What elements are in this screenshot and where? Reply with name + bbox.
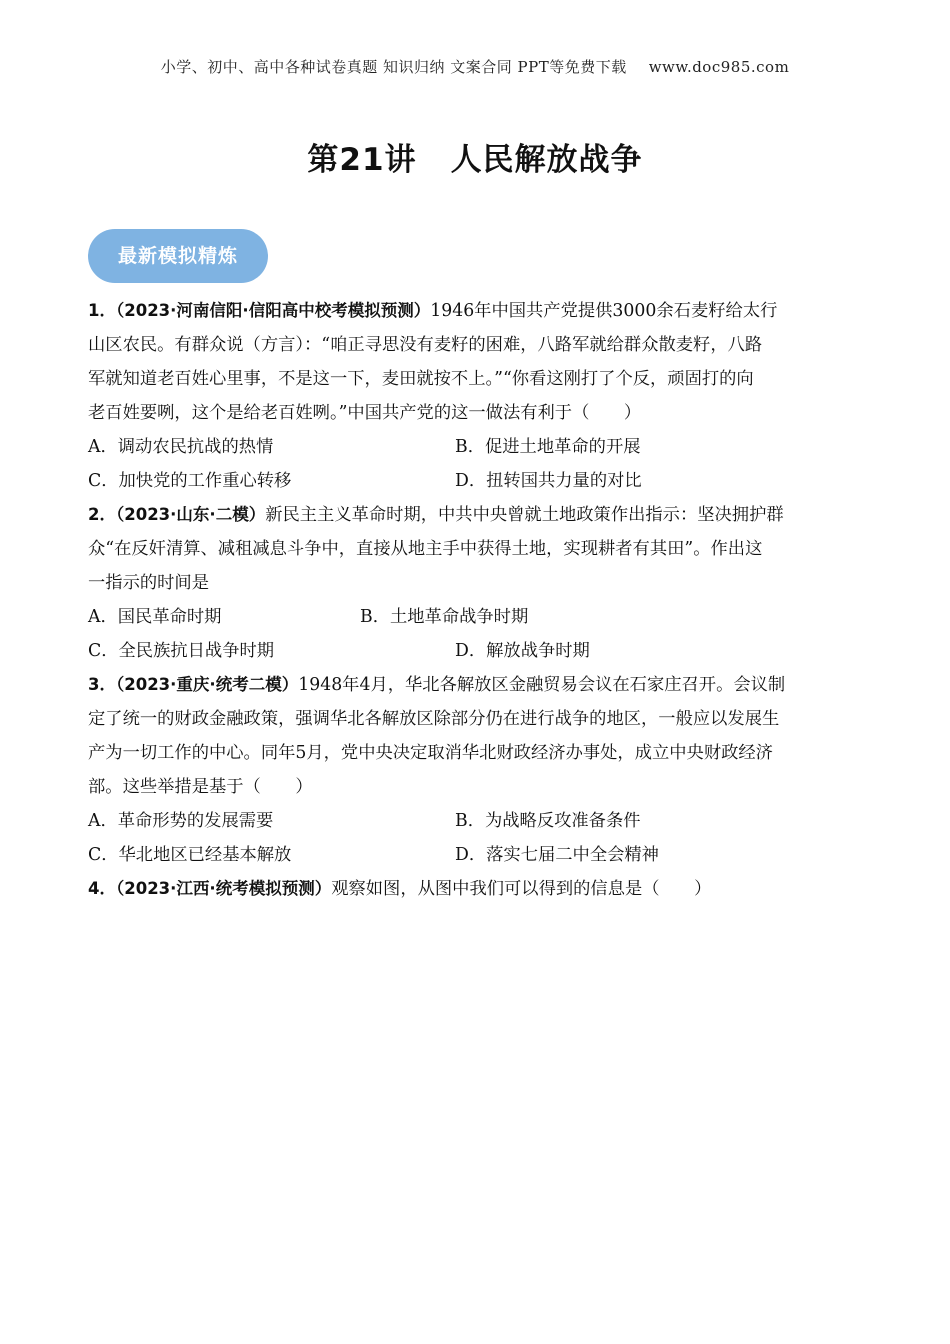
option-d[interactable]: D．落实七届二中全会精神 bbox=[455, 845, 659, 865]
question-text: 1948年4月，华北各解放区金融贸易会议在石家庄召开。会议制 bbox=[298, 675, 786, 695]
option-a[interactable]: A．革命形势的发展需要 bbox=[88, 811, 274, 831]
options-row bbox=[88, 600, 858, 634]
page-title bbox=[0, 134, 950, 179]
options-row bbox=[88, 838, 858, 872]
option-a[interactable]: A．调动农民抗战的热情 bbox=[88, 437, 274, 457]
question-text: 1946年中国共产党提供3000余石麦籽给太行 bbox=[430, 301, 778, 321]
title-topic: 人民解放战争 bbox=[450, 142, 643, 178]
question-source: （2023·山东·二模） bbox=[115, 505, 266, 524]
option-b[interactable]: B．土地革命战争时期 bbox=[360, 607, 529, 627]
question-list bbox=[88, 294, 858, 906]
question-text-line: 部。这些举措是基于（ ） bbox=[88, 777, 313, 797]
question-source: （2023·重庆·统考二模） bbox=[115, 675, 299, 694]
question-text-line: 产为一切工作的中心。同年5月，党中央决定取消华北财政经济办事处，成立中央财政经济 bbox=[88, 743, 773, 763]
question-3 bbox=[88, 668, 858, 872]
question-number: 2． bbox=[88, 505, 116, 524]
option-c[interactable]: C．加快党的工作重心转移 bbox=[88, 471, 292, 491]
title-lecture: 第21讲 bbox=[307, 142, 417, 178]
question-text: 新民主主义革命时期，中共中央曾就土地政策作出指示：坚决拥护群 bbox=[265, 505, 784, 525]
section-badge: 最新模拟精炼 bbox=[88, 229, 268, 283]
question-text-line: 军就知道老百姓心里事，不是这一下，麦田就按不上。”“你看这刚打了个反，顽固打的向 bbox=[88, 369, 754, 389]
options-row bbox=[88, 464, 858, 498]
question-4 bbox=[88, 872, 858, 906]
question-text-line: 众“在反奸清算、减租减息斗争中，直接从地主手中获得土地，实现耕者有其田”。作出这 bbox=[88, 539, 763, 559]
question-stem-line bbox=[88, 294, 858, 328]
header-site-url[interactable]: www.doc985.com bbox=[648, 58, 790, 76]
option-c[interactable]: C．全民族抗日战争时期 bbox=[88, 641, 275, 661]
option-c[interactable]: C．华北地区已经基本解放 bbox=[88, 845, 292, 865]
question-1 bbox=[88, 294, 858, 498]
option-d[interactable]: D．扭转国共力量的对比 bbox=[455, 471, 642, 491]
options-row bbox=[88, 634, 858, 668]
option-b[interactable]: B．为战略反攻准备条件 bbox=[455, 811, 641, 831]
question-number: 4． bbox=[88, 879, 116, 898]
option-d[interactable]: D．解放战争时期 bbox=[455, 641, 590, 661]
question-2 bbox=[88, 498, 858, 668]
options-row bbox=[88, 430, 858, 464]
option-a[interactable]: A．国民革命时期 bbox=[88, 607, 222, 627]
question-text-line: 定了统一的财政金融政策，强调华北各解放区除部分仍在进行战争的地区，一般应以发展生 bbox=[88, 709, 780, 729]
question-number: 1． bbox=[88, 301, 116, 320]
question-text-line: 一指示的时间是 bbox=[88, 573, 209, 593]
header-tagline: 小学、初中、高中各种试卷真题 知识归纳 文案合同 PPT等免费下载 bbox=[160, 58, 627, 76]
options-row bbox=[88, 804, 858, 838]
question-text-line: 老百姓要咧，这个是给老百姓咧。”中国共产党的这一做法有利于（ ） bbox=[88, 403, 642, 423]
option-b[interactable]: B．促进土地革命的开展 bbox=[455, 437, 641, 457]
question-text-line: 山区农民。有群众说（方言）：“咱正寻思没有麦籽的困难，八路军就给群众散麦籽，八路 bbox=[88, 335, 763, 355]
question-source: （2023·河南信阳·信阳高中校考模拟预测） bbox=[115, 301, 431, 320]
question-stem-line bbox=[88, 498, 858, 532]
question-number: 3． bbox=[88, 675, 116, 694]
page-header bbox=[0, 56, 950, 77]
question-stem-line bbox=[88, 668, 858, 702]
question-text: 观察如图，从图中我们可以得到的信息是（ ） bbox=[331, 879, 712, 899]
question-stem-line bbox=[88, 872, 858, 906]
question-source: （2023·江西·统考模拟预测） bbox=[115, 879, 332, 898]
